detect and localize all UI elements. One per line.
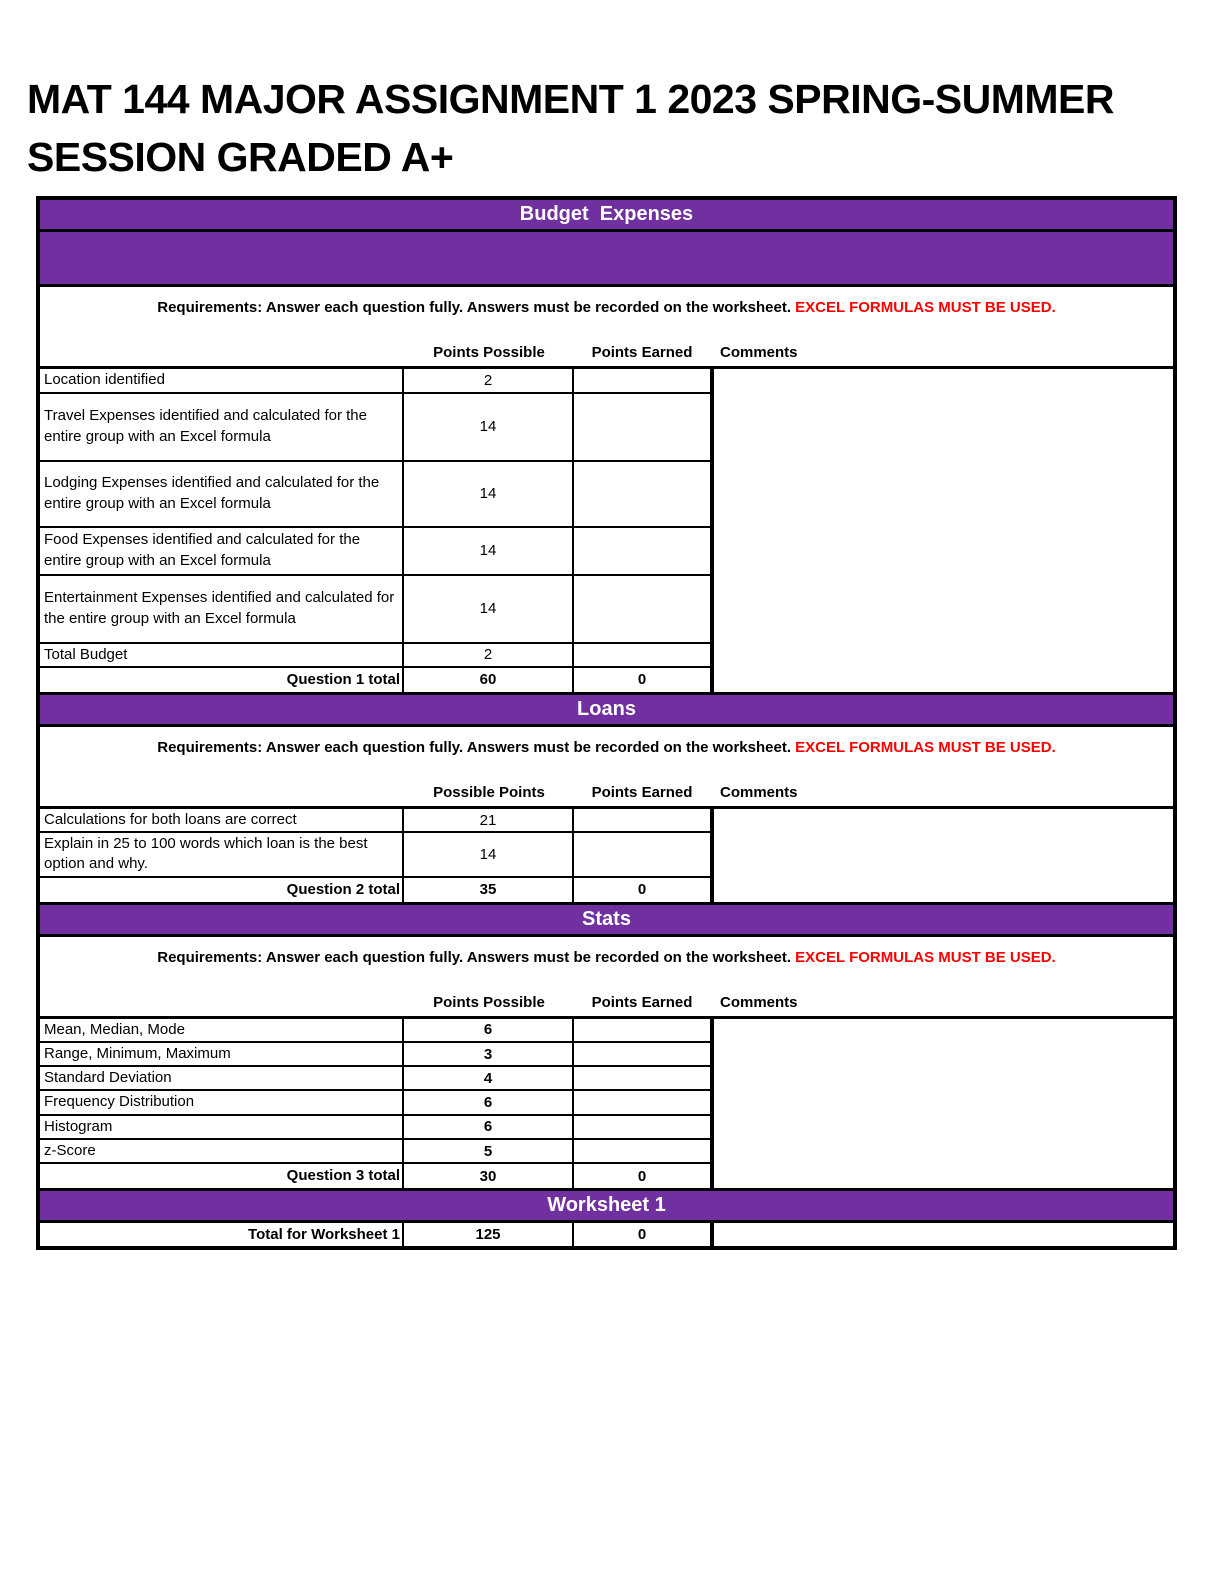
points-possible-cell: 14 [404, 833, 574, 876]
points-possible-cell: 4 [404, 1067, 574, 1089]
criterion-label: Explain in 25 to 100 words which loan is the best option and why. [40, 833, 404, 876]
section-header-worksheet1: Worksheet 1 [40, 1191, 1173, 1223]
points-earned-cell [574, 528, 710, 574]
section-header-loans: Loans [40, 695, 1173, 727]
points-earned-cell [574, 1043, 710, 1065]
points-possible-cell: 14 [404, 462, 574, 526]
total-points-possible-cell: 35 [404, 878, 574, 902]
section-total-row [40, 878, 710, 902]
points-earned-cell [574, 394, 710, 460]
rubric-row [40, 369, 710, 393]
points-earned-cell [574, 833, 710, 876]
total-points-possible-cell: 60 [404, 668, 574, 692]
points-possible-cell: 6 [404, 1019, 574, 1041]
points-possible-cell: 6 [404, 1091, 574, 1113]
requirements-text: Requirements: Answer each question fully. Answers must be recorded on the worksheet. [157, 738, 791, 756]
criterion-label: Location identified [40, 369, 404, 391]
page-title-line-2: SESSION GRADED A+ [27, 134, 454, 181]
points-earned-cell [574, 462, 710, 526]
rubric-row [40, 1043, 710, 1067]
points-earned-cell [574, 644, 710, 666]
points-possible-cell: 3 [404, 1043, 574, 1065]
section-grid-stats [40, 1019, 1173, 1192]
section-total-row [40, 668, 710, 692]
comments-cell [710, 1223, 1173, 1246]
grid-rows-loans [40, 809, 710, 902]
column-header-spacer [40, 784, 404, 801]
section-grid-worksheet1 [40, 1223, 1173, 1246]
criterion-label: Food Expenses identified and calculated for the entire group with an Excel formula [40, 528, 404, 574]
total-points-earned-cell: 0 [637, 671, 647, 689]
column-header-comments: Comments [720, 993, 798, 1011]
column-header-spacer [40, 344, 404, 361]
section-header-budget: Budget Expenses [40, 200, 1173, 232]
column-header-points-possible: Possible Points [433, 783, 545, 801]
criterion-label: Calculations for both loans are correct [40, 809, 404, 831]
comments-cell [710, 809, 1173, 902]
column-headers-row [40, 994, 1173, 1011]
column-header-spacer [40, 994, 404, 1011]
grid-rows-worksheet1 [40, 1223, 710, 1246]
points-earned-cell [574, 1019, 710, 1041]
document-page [0, 70, 1224, 1584]
criterion-label: Mean, Median, Mode [40, 1019, 404, 1041]
section-requirements-stats [40, 937, 1173, 1019]
total-label: Total for Worksheet 1 [40, 1223, 404, 1246]
total-points-earned-cell: 0 [637, 881, 647, 899]
column-header-points-earned: Points Earned [591, 783, 693, 801]
page-title [27, 70, 1204, 186]
rubric-row [40, 528, 710, 576]
rubric-row [40, 462, 710, 528]
points-earned-cell [574, 809, 710, 831]
total-label: Question 3 total [40, 1164, 404, 1188]
criterion-label: Standard Deviation [40, 1067, 404, 1089]
points-earned-cell [574, 1116, 710, 1138]
rubric-row [40, 1116, 710, 1140]
column-header-comments: Comments [720, 344, 798, 362]
points-possible-cell: 6 [404, 1116, 574, 1138]
section-requirements-loans [40, 727, 1173, 809]
total-label: Question 2 total [40, 878, 404, 902]
section-total-row [40, 1223, 710, 1246]
column-headers-row [40, 344, 1173, 361]
points-earned-cell [574, 369, 710, 391]
section-header-stats: Stats [40, 905, 1173, 937]
rubric-row [40, 1140, 710, 1164]
banner-empty-row [40, 232, 1173, 287]
rubric-row [40, 1067, 710, 1091]
requirements-text: Requirements: Answer each question fully. Answers must be recorded on the worksheet. [157, 299, 791, 317]
total-points-possible-cell: 30 [404, 1164, 574, 1188]
requirements-alert-text: EXCEL FORMULAS MUST BE USED. [795, 738, 1056, 756]
points-possible-cell: 14 [404, 394, 574, 460]
points-earned-cell [574, 576, 710, 642]
criterion-label: Range, Minimum, Maximum [40, 1043, 404, 1065]
section-grid-budget [40, 369, 1173, 695]
points-earned-cell [574, 1091, 710, 1113]
section-requirements-budget [40, 287, 1173, 369]
rubric-row [40, 1019, 710, 1043]
page-title-line-1: MAT 144 MAJOR ASSIGNMENT 1 2023 SPRING-SUMMER [27, 76, 1114, 122]
grid-rows-stats [40, 1019, 710, 1189]
criterion-label: Lodging Expenses identified and calculated for the entire group with an Excel formula [40, 462, 404, 526]
points-earned-cell [574, 1067, 710, 1089]
requirements-alert-text: EXCEL FORMULAS MUST BE USED. [795, 299, 1056, 317]
requirements-line [40, 949, 1173, 966]
points-earned-cell [574, 1140, 710, 1162]
column-header-points-earned: Points Earned [591, 344, 693, 362]
comments-cell [710, 369, 1173, 692]
requirements-text: Requirements: Answer each question fully. Answers must be recorded on the worksheet. [157, 948, 791, 966]
criterion-label: Frequency Distribution [40, 1091, 404, 1113]
points-possible-cell: 2 [404, 644, 574, 666]
total-points-possible-cell: 125 [404, 1223, 574, 1246]
points-possible-cell: 21 [404, 809, 574, 831]
criterion-label: Histogram [40, 1116, 404, 1138]
rubric-row [40, 809, 710, 833]
points-possible-cell: 2 [404, 369, 574, 391]
points-possible-cell: 14 [404, 576, 574, 642]
criterion-label: Travel Expenses identified and calculated for the entire group with an Excel formula [40, 394, 404, 460]
requirements-line [40, 299, 1173, 316]
column-header-points-possible: Points Possible [433, 993, 545, 1011]
total-points-earned-cell: 0 [637, 1226, 647, 1244]
column-headers-row [40, 784, 1173, 801]
rubric-row [40, 1091, 710, 1115]
column-header-points-earned: Points Earned [591, 993, 693, 1011]
rubric-row [40, 576, 710, 644]
rubric-row [40, 644, 710, 668]
total-label: Question 1 total [40, 668, 404, 692]
comments-cell [710, 1019, 1173, 1189]
column-header-comments: Comments [720, 783, 798, 801]
section-grid-loans [40, 809, 1173, 905]
grading-rubric-table [36, 196, 1177, 1250]
grid-rows-budget [40, 369, 710, 692]
section-total-row [40, 1164, 710, 1188]
rubric-row [40, 394, 710, 462]
rubric-row [40, 833, 710, 878]
criterion-label: Entertainment Expenses identified and calculated for the entire group with an Excel formula [40, 576, 404, 642]
requirements-alert-text: EXCEL FORMULAS MUST BE USED. [795, 948, 1056, 966]
points-possible-cell: 14 [404, 528, 574, 574]
criterion-label: z-Score [40, 1140, 404, 1162]
requirements-line [40, 739, 1173, 756]
points-possible-cell: 5 [404, 1140, 574, 1162]
criterion-label: Total Budget [40, 644, 404, 666]
total-points-earned-cell: 0 [637, 1167, 647, 1185]
column-header-points-possible: Points Possible [433, 344, 545, 362]
